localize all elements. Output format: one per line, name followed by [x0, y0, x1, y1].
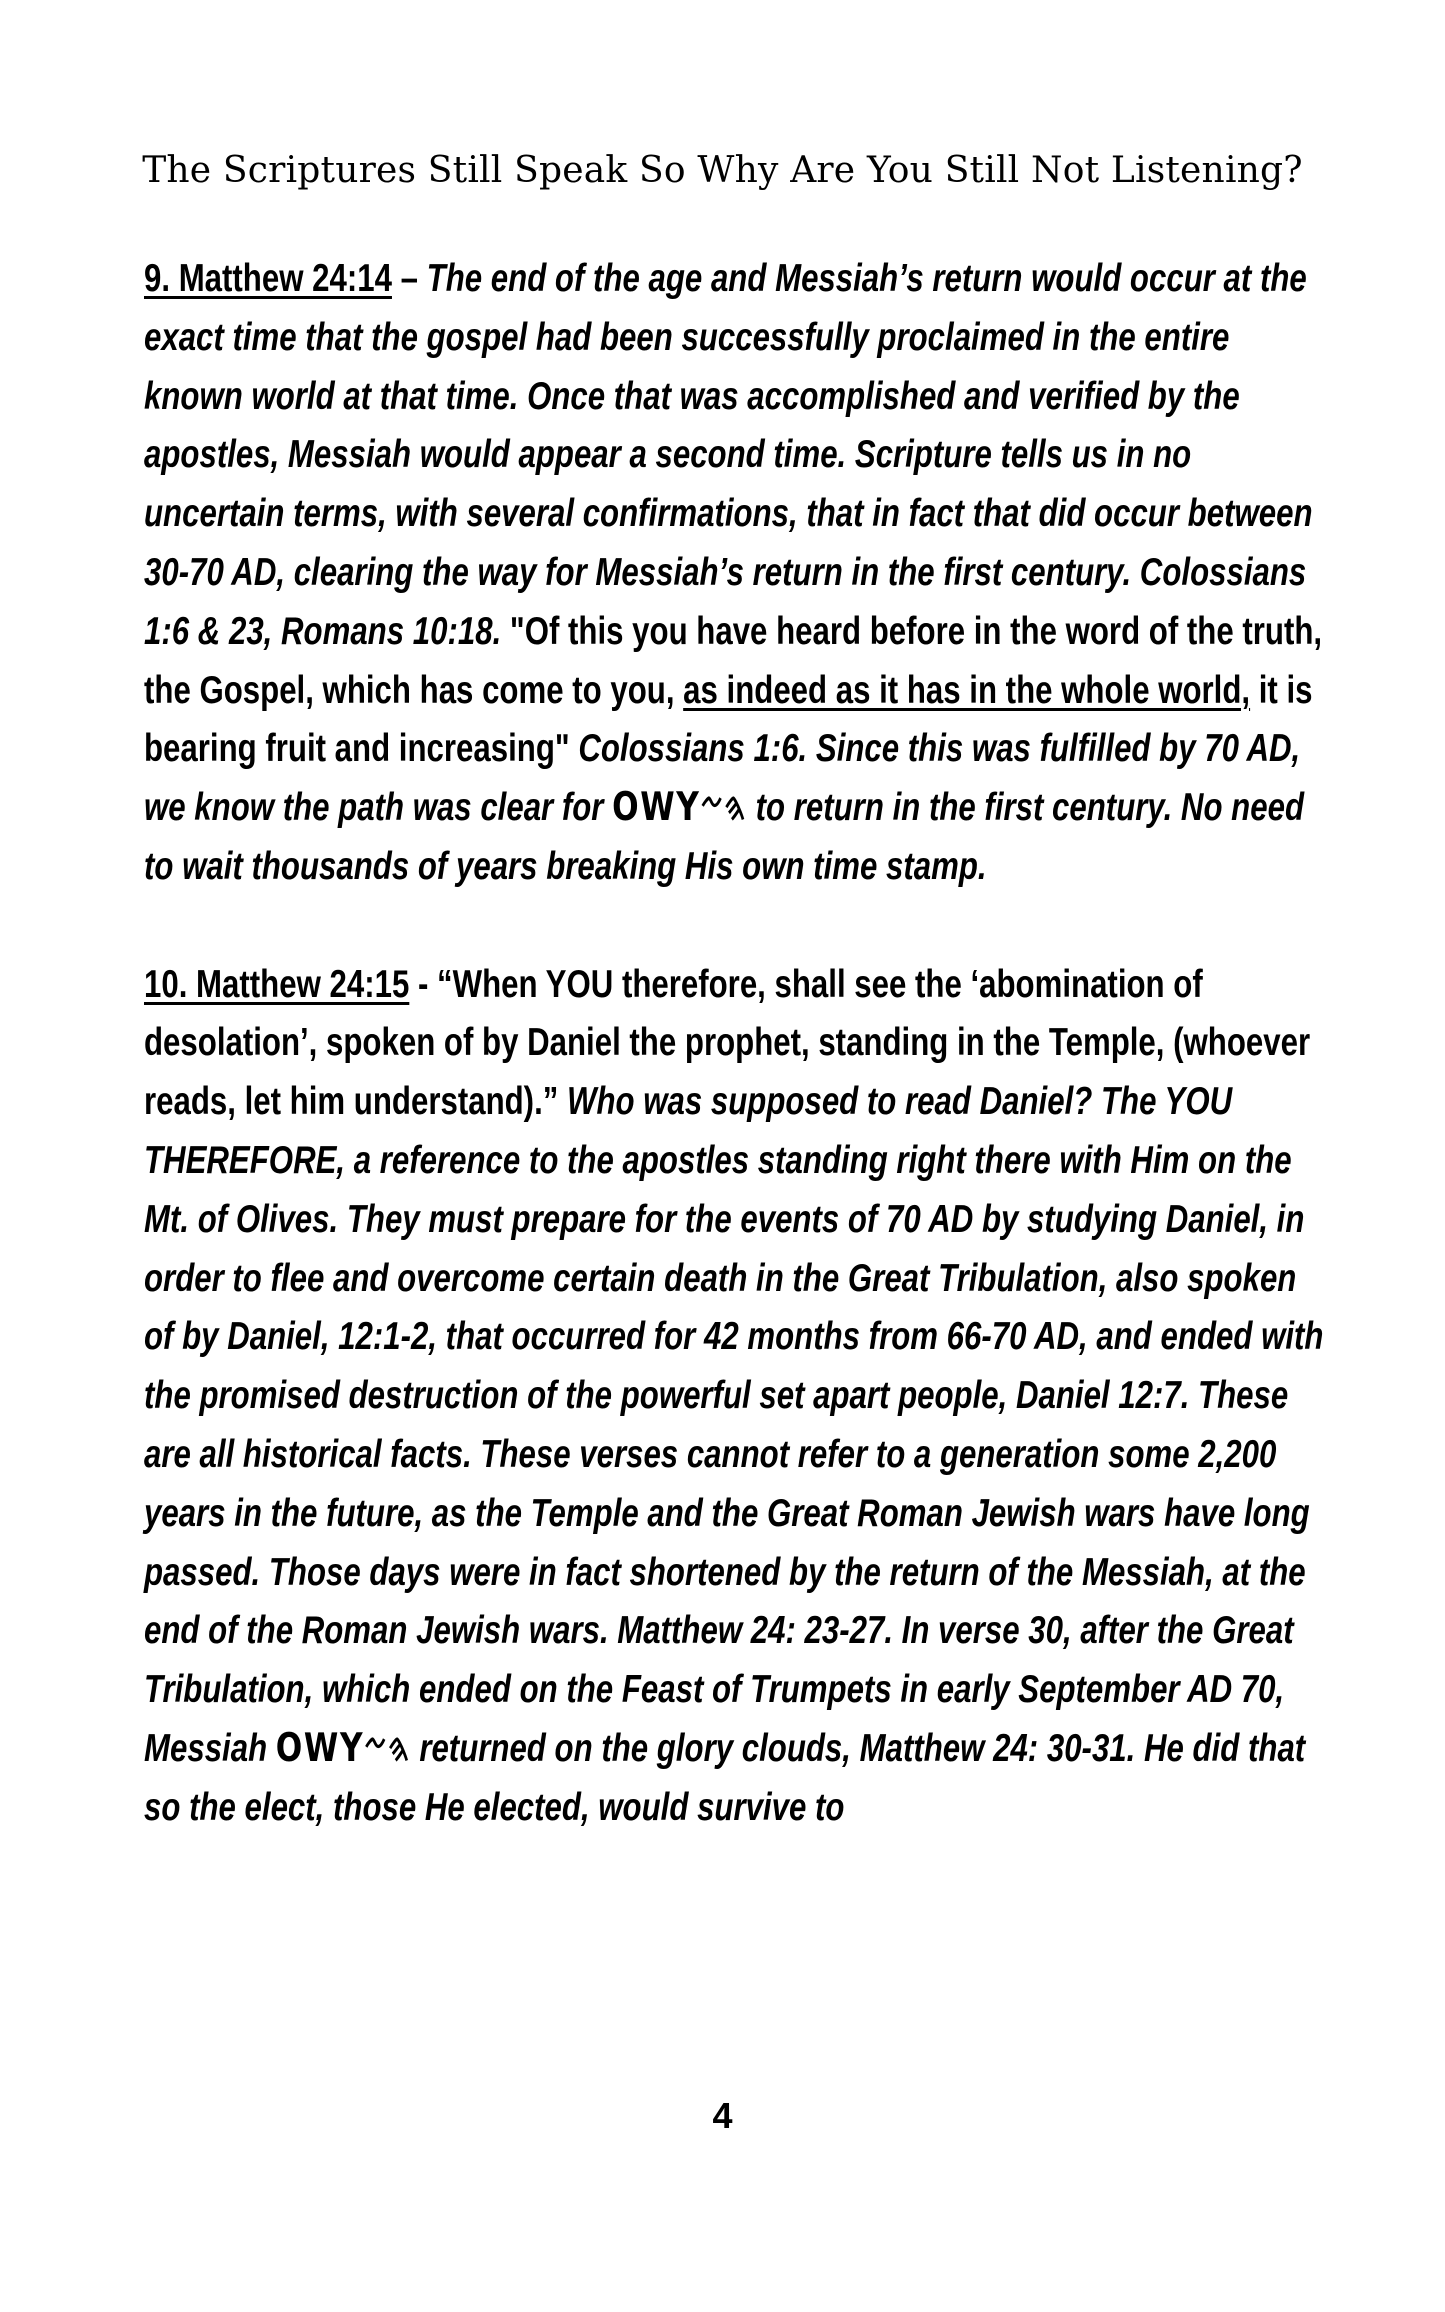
section-10-reference: 10. Matthew 24:15 [144, 962, 410, 1006]
section-9-separator: – [391, 257, 427, 300]
section-9 [144, 250, 1324, 897]
section-9-commentary-3: to return in the first century. No need to wait thousands of years breaking His own time stamp. [144, 786, 1305, 888]
section-10-commentary-2: returned on the glory clouds, Matthew 24: 30-31. He did that so the elect, those He elected, would survive to [144, 1726, 1306, 1829]
page-number: 4 [712, 2095, 733, 2136]
section-10-quote: - “When YOU therefore, shall see the ‘abomination of desolation’, spoken of by Daniel the prophet, standing in the Temple, (whoever reads, let him understand).” [144, 962, 1311, 1124]
section-10-commentary: Who was supposed to read Daniel? The YOU THEREFORE, a reference to the apostles standing right there with Him on the Mt. of Olives. They must prepare for the events of 70 AD by studying Daniel, in order to flee and overcome certain death in the Great Tribulation, also spoken of by Daniel, 12:1-2, that occurred for 42 months from 66-70 AD, and ended with the promised destruction of the powerful set apart people, Daniel 12:7. These are all historical facts. These verses cannot refer to a generation some 2,200 years in the future, as the Temple and the Great Roman Jewish wars have long passed. Those days were in fact shortened by the return of the Messiah, at the end of the Roman Jewish wars. Matthew 24: 23-27. In verse 30, after the Great Tribulation, which ended on the Feast of Trumpets in early September AD 70, Messiah [144, 1080, 1324, 1770]
paragraph-gap [144, 897, 1324, 956]
paleo-hebrew-name: OWY𐤄𐤆 [275, 1725, 411, 1771]
section-10 [144, 956, 1324, 1838]
section-9-quote-start: "Of this you have heard before in the word of the truth, the Gospel, which has come to you, [144, 609, 1323, 712]
section-9-commentary-2: Colossians 1:6. Since this was fulfilled by 70 AD, we know the path was clear for [144, 727, 1301, 830]
section-9-quote-underlined: as indeed as it has in the whole world, [683, 668, 1251, 712]
paleo-hebrew-name: OWY𐤄𐤆 [612, 785, 747, 831]
section-9-reference: 9. Matthew 24:14 [144, 257, 392, 300]
section-9-quote-end: it is bearing fruit and increasing" [144, 668, 1313, 771]
body-text [144, 250, 1324, 1838]
section-9-commentary: The end of the age and Messiah’s return would occur at the exact time that the gospel had been successfully proclaimed in the entire known world at that time. Once that was accomplished and verified by the apostles, Messiah would appear a second time. Scripture tells us in no uncertain terms, with several confirmations, that in fact that did occur between 30-70 AD, clearing the way for Messiah’s return in the first century. Colossians 1:6 & 23, Romans 10:18. [144, 257, 1313, 653]
page-header-title: The Scriptures Still Speak So Why Are You Still Not Listening? [142, 150, 1303, 191]
